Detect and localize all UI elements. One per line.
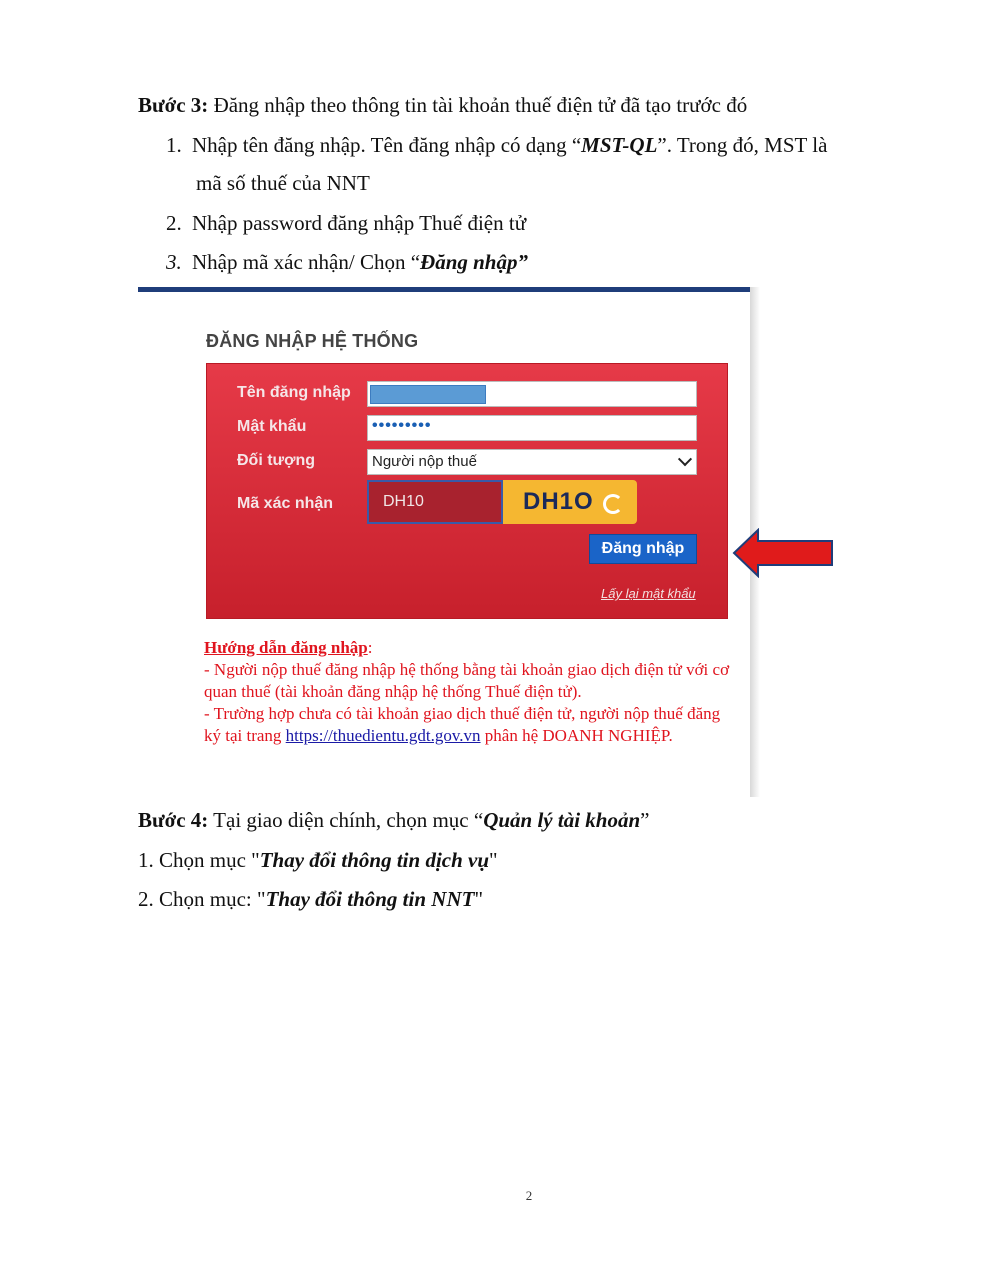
captcha-code: DH1O: [523, 488, 594, 515]
login-title: ĐĂNG NHẬP HỆ THỐNG: [206, 331, 419, 351]
guide-link[interactable]: https://thuedientu.gdt.gov.vn: [285, 726, 481, 745]
item-emphasis: Thay đổi thông tin dịch vụ: [259, 848, 490, 872]
step3-item-3: [166, 247, 528, 277]
step3-item-1-line2: mã số thuế của NNT: [196, 171, 370, 195]
step4-label: Bước 4:: [138, 808, 209, 832]
item-text: Nhập tên đăng nhập. Tên đăng nhập có dạng “: [192, 133, 582, 157]
step4-heading: [138, 805, 649, 835]
item-text: 1. Chọn mục ": [138, 848, 260, 872]
item-text-end: ”. Trong đó, MST là: [657, 133, 828, 157]
item-number: 1.: [166, 133, 182, 157]
item-text: Nhập password đăng nhập Thuế điện tử: [192, 211, 527, 235]
forgot-password-link[interactable]: Lấy lại mật khẩu: [601, 586, 696, 601]
captcha-image: [503, 480, 637, 524]
step3-heading: [138, 90, 747, 120]
step4-emphasis: Quản lý tài khoản: [483, 808, 641, 832]
red-arrow-icon: [732, 528, 836, 578]
password-label: Mật khẩu: [237, 418, 307, 435]
item-text: 2. Chọn mục: ": [138, 887, 266, 911]
guide-colon: :: [367, 638, 373, 657]
item-emphasis: MST-QL: [581, 133, 658, 157]
screenshot-top-bar: [138, 287, 750, 292]
type-label: Đối tượng: [237, 452, 316, 469]
guide-title: Hướng dẫn đăng nhập: [204, 638, 368, 657]
step3-text: Đăng nhập theo thông tin tài khoản thuế điện tử đã tạo trước đó: [208, 93, 748, 117]
type-select[interactable]: [367, 449, 697, 475]
username-redacted: [370, 385, 486, 404]
page-number: 2: [525, 1188, 533, 1203]
item-number: 3.: [166, 250, 182, 274]
login-screenshot: [138, 287, 750, 797]
login-button[interactable]: Đăng nhập: [589, 534, 697, 564]
chevron-down-icon: [678, 452, 692, 466]
username-input[interactable]: [367, 381, 697, 407]
refresh-icon[interactable]: [603, 494, 623, 514]
guide-line-3: phân hệ DOANH NGHIỆP.: [480, 726, 673, 745]
step3-item-1: [166, 130, 827, 160]
item-text-end: ": [474, 887, 484, 911]
item-text-end: ": [489, 848, 498, 872]
step3-item-2: [166, 208, 526, 238]
captcha-label: Mã xác nhận: [237, 495, 334, 512]
step4-text-end: ”: [640, 808, 650, 832]
item-number: 2.: [166, 211, 182, 235]
step4-item-2: [138, 884, 483, 914]
step4-text: Tại giao diện chính, chọn mục “: [208, 808, 484, 832]
type-select-value: Người nộp thuế: [372, 453, 477, 470]
guide-line-2: - Trường hợp chưa có tài khoản giao dịch thuế điện tử, người nộp thuế đăng ký tại trang: [204, 704, 721, 745]
login-form: [206, 363, 728, 619]
step3-label: Bước 3:: [138, 93, 209, 117]
username-label: Tên đăng nhập: [237, 384, 351, 401]
item-emphasis: Thay đổi thông tin NNT: [265, 887, 475, 911]
step4-item-1: [138, 845, 498, 875]
password-value: •••••••••: [372, 417, 432, 434]
item-text: Nhập mã xác nhận/ Chọn “: [192, 250, 421, 274]
login-guide: [204, 637, 734, 747]
guide-line-1: - Người nộp thuế đăng nhập hệ thống bằng tài khoản giao dịch điện tử với cơ quan thuế (tài khoản đăng nhập hệ thống Thuế điện tử).: [204, 660, 730, 701]
item-emphasis: Đăng nhập”: [420, 250, 528, 274]
password-input[interactable]: [367, 415, 697, 441]
captcha-input[interactable]: DH10: [367, 480, 503, 524]
